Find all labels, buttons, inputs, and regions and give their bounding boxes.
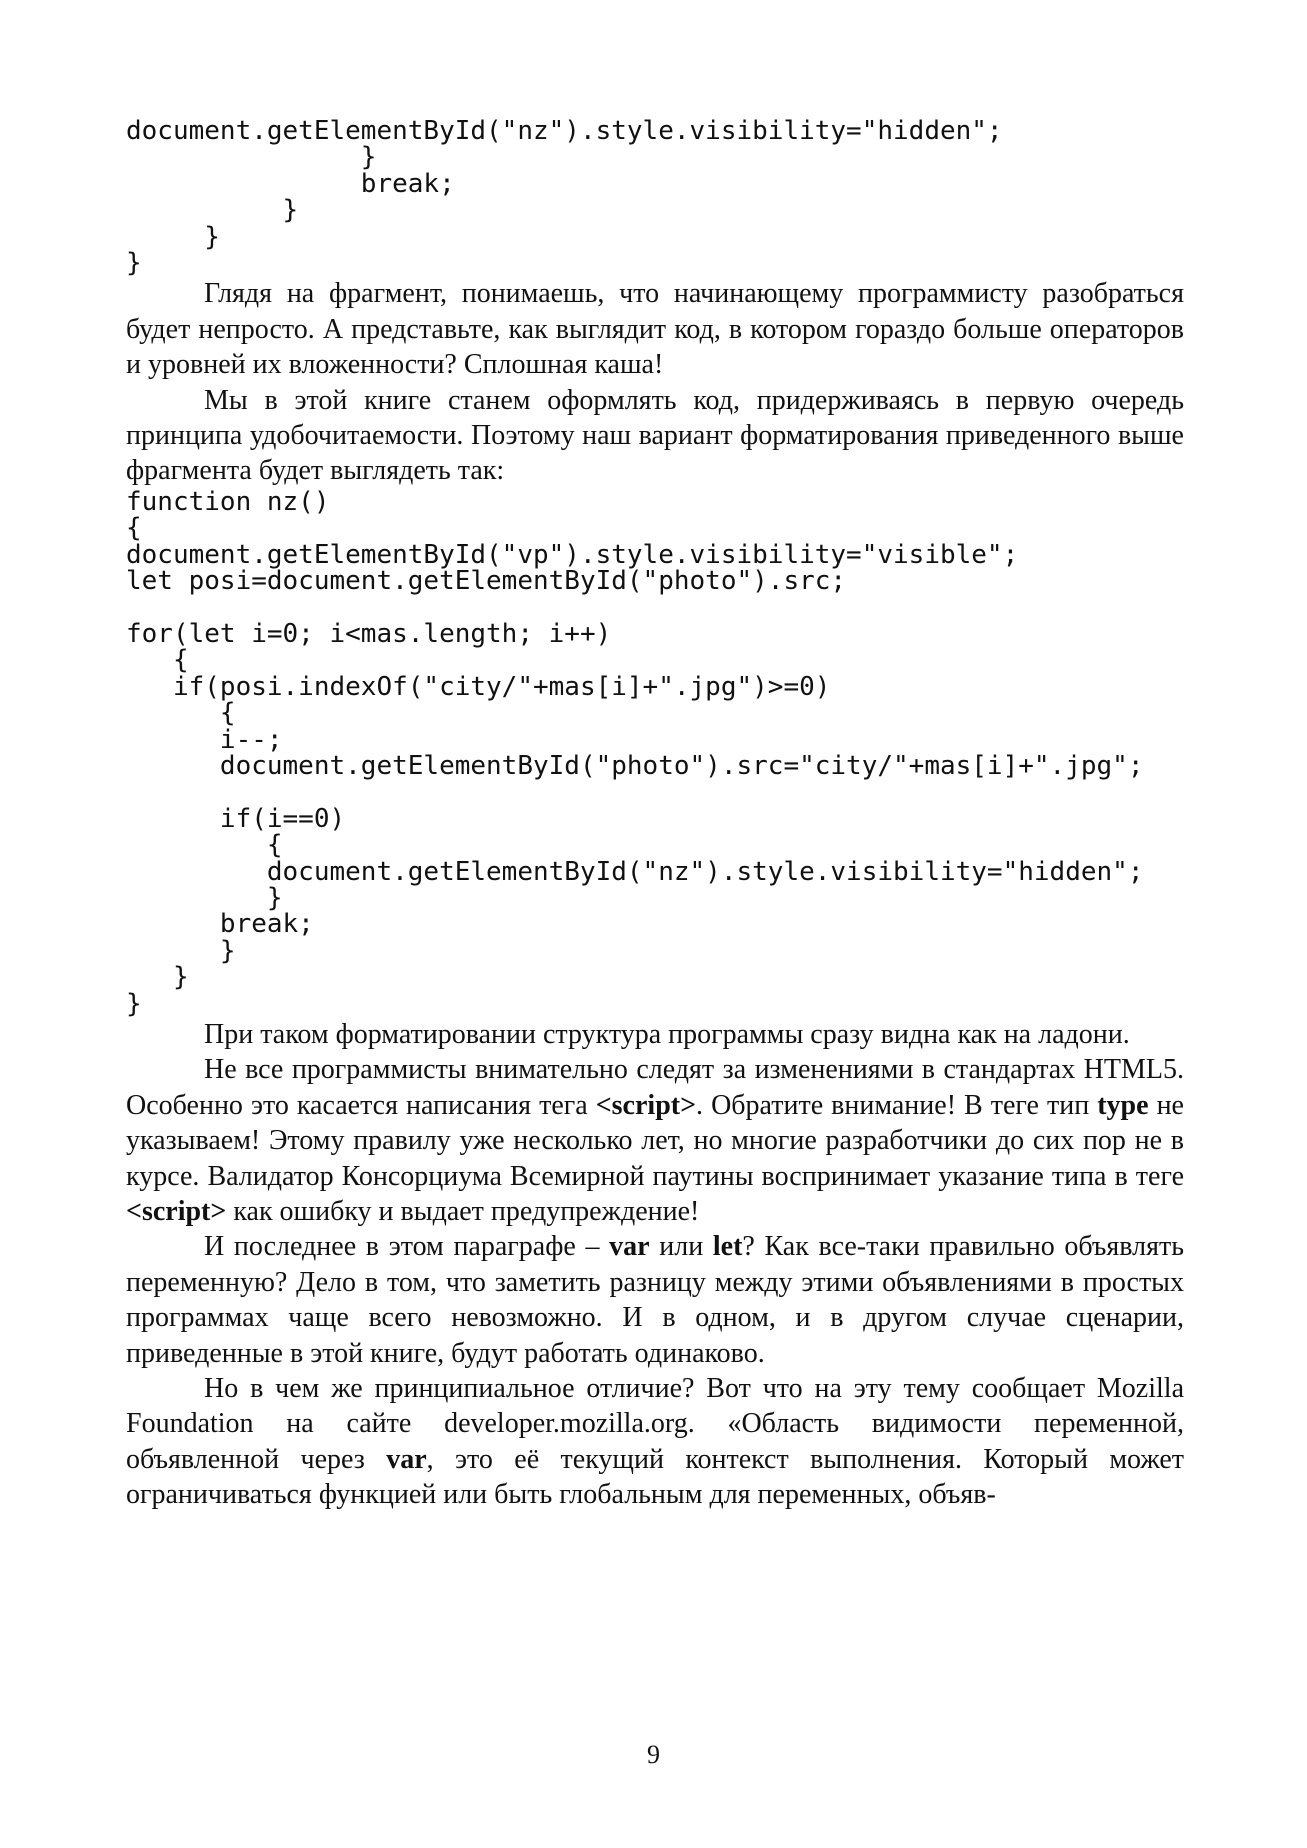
script-tag-term: <script> <box>595 1089 697 1121</box>
type-term: type <box>1097 1089 1149 1121</box>
paragraph-6-text-c: , это её текущий контекст выполнения. Который может ограничиваться функцией или быть глобальным для переменных, объяв- <box>126 1443 1184 1511</box>
paragraph-4-text-g: как ошибку и выдает предупреждение! <box>226 1196 700 1228</box>
code-block-top: document.getElementById("nz").style.visibility="hidden"; } break; } } } <box>126 116 1003 279</box>
paragraph-3: При таком форматировании структура программы сразу видна как на ладони. <box>204 1019 1130 1050</box>
paragraph-6-text-a: Но в чем же принципиальное отличие? Вот что на эту тему сообщает Mozilla Foundation на сайте developer.mozilla.org. «Область видимости переменной, объявленной через <box>126 1373 1184 1475</box>
var-term-2: var <box>386 1443 427 1475</box>
paragraph-4-text-a: Не все программисты внимательно следят за изменениями в стандартах HTML5. Особенно это касается написания тега <box>126 1054 1184 1121</box>
paragraph-4 <box>126 1052 1184 1229</box>
paragraph-4-text-e: не указываем! Этому правилу уже несколько лет, но многие разработчики до сих пор не в курсе. Валидатор Консорциума Всемирной паутины воспринимает указание типа в теге <box>126 1089 1184 1192</box>
script-tag-term-2: <script> <box>126 1196 227 1228</box>
paragraph-6 <box>126 1371 1184 1513</box>
paragraph-4-text-c: . Обратите внимание! В теге тип <box>696 1089 1098 1121</box>
paragraph-5-text-c: или <box>649 1231 713 1263</box>
paragraph-5 <box>126 1229 1184 1371</box>
paragraph-1: Глядя на фрагмент, понимаешь, что начинающему программисту разобраться будет непросто. А представьте, как выглядит код, в котором гораздо больше операторов и уровней их вложенности? Сплошная каша! <box>126 278 1184 381</box>
paragraph-5-text-a: И последнее в этом параграфе – <box>204 1231 610 1263</box>
page-number: 9 <box>647 1740 660 1769</box>
page-content <box>126 118 1184 1513</box>
paragraph-5-text-e: ? Как все-таки правильно объявлять переменную? Дело в том, что заметить разницу между этими объявлениями в простых программах чаще всего невозможно. И в одном, и в другом случае сценарии, приведенные в этой книге, будут работать одинаково. <box>126 1231 1184 1369</box>
code-block-main: function nz() { document.getElementById("vp").style.visibility="visible"; let posi=document.getElementById("photo").src; for(let i=0; i<mas.length; i++) { if(posi.indexOf("city/"+mas[i]+".jpg")>=0) { i--; document.getElementById("photo").src="city/"+mas[i]+".jpg"; if(i==0) { document.getElementById("nz").style.visibility="hidden"; } break; } } } <box>126 486 1144 1019</box>
paragraph-2: Мы в этой книге станем оформлять код, придерживаясь в первую очередь принципа удобочитаемости. Поэтому наш вариант форматирования приведенного выше фрагмента будет выглядеть так: <box>126 384 1184 487</box>
var-term: var <box>609 1231 650 1263</box>
let-term: let <box>712 1231 743 1263</box>
